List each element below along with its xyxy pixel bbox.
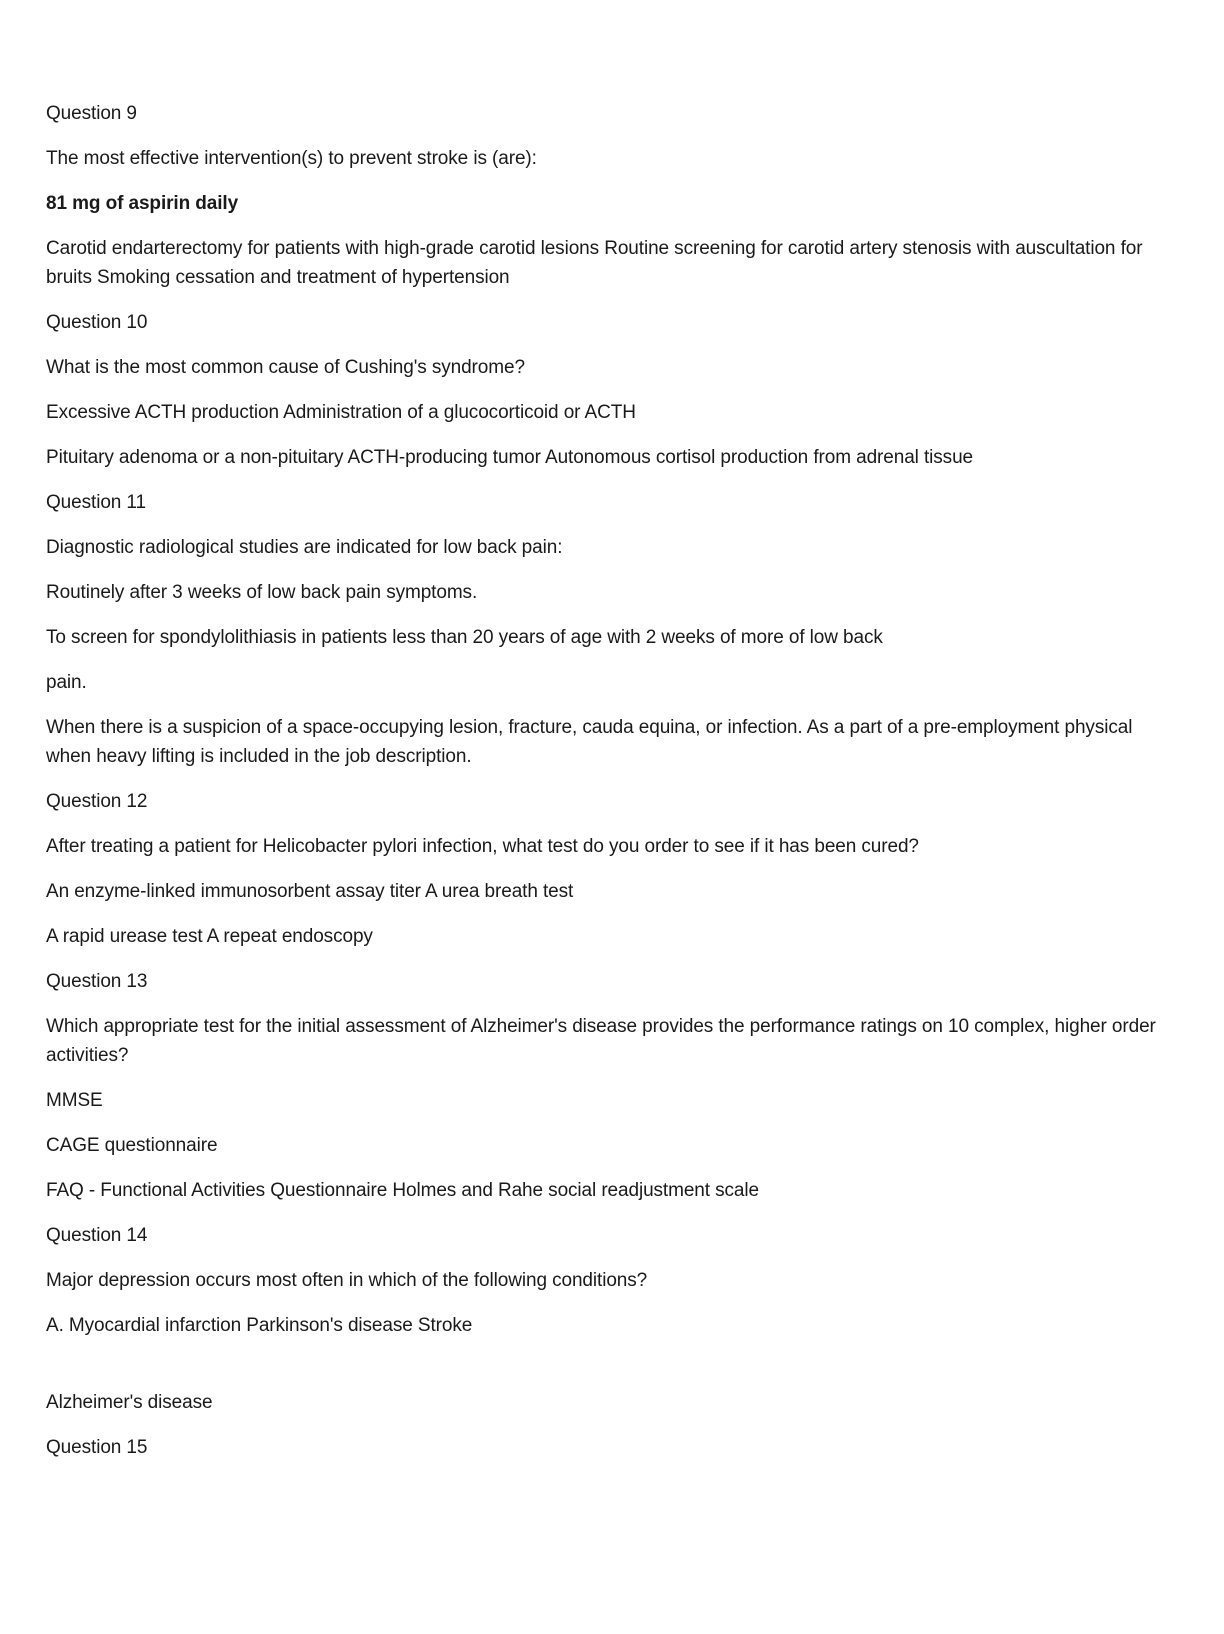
answer-options: When there is a suspicion of a space-occupying lesion, fracture, cauda equina, or infection. As a part of a pre-employment physical when heavy lifting is included in the job description.	[46, 717, 1133, 767]
question-heading: Question 11	[46, 492, 146, 513]
answer-options: A rapid urease test A repeat endoscopy	[46, 926, 373, 947]
answer-option: Routinely after 3 weeks of low back pain symptoms.	[46, 582, 478, 603]
answer-option-selected: 81 mg of aspirin daily	[46, 193, 239, 214]
answer-option: CAGE questionnaire	[46, 1135, 218, 1156]
question-prompt: What is the most common cause of Cushing's syndrome?	[46, 357, 525, 378]
question-heading: Question 10	[46, 312, 148, 333]
answer-option: MMSE	[46, 1090, 103, 1111]
question-heading: Question 12	[46, 791, 148, 812]
answer-options: Carotid endarterectomy for patients with high-grade carotid lesions Routine screening for carotid artery stenosis with auscultation for bruits Smoking cessation and treatment of hypertension	[46, 238, 1143, 288]
answer-options: A. Myocardial infarction Parkinson's disease Stroke	[46, 1315, 473, 1336]
answer-options: Pituitary adenoma or a non-pituitary ACTH-producing tumor Autonomous cortisol production from adrenal tissue	[46, 447, 974, 468]
answer-option: To screen for spondylolithiasis in patients less than 20 years of age with 2 weeks of more of low back	[46, 627, 883, 648]
answer-option: Alzheimer's disease	[46, 1392, 213, 1413]
question-heading: Question 15	[46, 1437, 148, 1458]
question-prompt: After treating a patient for Helicobacter pylori infection, what test do you order to see if it has been cured?	[46, 836, 919, 857]
question-heading: Question 14	[46, 1225, 148, 1246]
question-heading: Question 13	[46, 971, 148, 992]
answer-options: Excessive ACTH production Administration of a glucocorticoid or ACTH	[46, 402, 636, 423]
question-prompt: Which appropriate test for the initial assessment of Alzheimer's disease provides the performance ratings on 10 complex, higher order activities?	[46, 1016, 1156, 1066]
answer-option-continued: pain.	[46, 672, 87, 693]
page-content	[46, 99, 1166, 1478]
question-prompt: The most effective intervention(s) to prevent stroke is (are):	[46, 148, 537, 169]
answer-options: FAQ - Functional Activities Questionnaire Holmes and Rahe social readjustment scale	[46, 1180, 759, 1201]
question-prompt: Major depression occurs most often in which of the following conditions?	[46, 1270, 648, 1291]
question-heading: Question 9	[46, 103, 137, 124]
answer-options: An enzyme-linked immunosorbent assay titer A urea breath test	[46, 881, 574, 902]
question-prompt: Diagnostic radiological studies are indicated for low back pain:	[46, 537, 563, 558]
